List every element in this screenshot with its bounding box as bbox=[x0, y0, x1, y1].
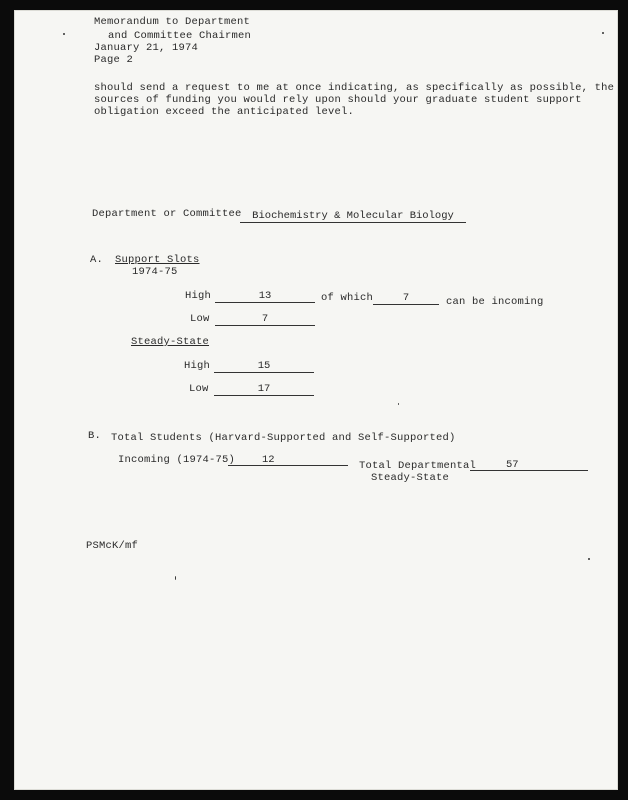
low-label: Low bbox=[190, 313, 210, 325]
incoming-total-label: Incoming (1974-75) bbox=[118, 454, 236, 466]
section-b-title: Total Students (Harvard-Supported and Self-Supported) bbox=[111, 432, 456, 444]
section-b-marker: B. bbox=[88, 430, 102, 442]
steady-high-label: High bbox=[184, 360, 211, 372]
department-label: Department or Committee bbox=[92, 208, 242, 220]
scan-speck bbox=[63, 33, 65, 35]
steady-high-value: 15 bbox=[214, 360, 314, 373]
body-line-2: sources of funding you would rely upon should your graduate student support bbox=[94, 94, 582, 106]
typist-initials: PSMcK/mf bbox=[86, 540, 139, 552]
steady-state-title: Steady-State bbox=[131, 336, 210, 348]
memo-date: January 21, 1974 bbox=[94, 42, 199, 54]
memo-header-line1: Memorandum to Department bbox=[94, 16, 251, 28]
high-value: 13 bbox=[215, 290, 315, 303]
high-label: High bbox=[185, 290, 212, 302]
total-departmental-label: Total Departmental bbox=[359, 460, 477, 472]
body-line-3: obligation exceed the anticipated level. bbox=[94, 106, 355, 118]
total-departmental-value: 57 bbox=[470, 459, 588, 471]
scan-speck bbox=[175, 576, 176, 580]
total-steady-state-label: Steady-State bbox=[371, 472, 450, 484]
scan-speck bbox=[588, 558, 590, 560]
section-a-year: 1974-75 bbox=[132, 266, 178, 278]
of-which-value: 7 bbox=[373, 292, 439, 305]
low-value: 7 bbox=[215, 313, 315, 326]
section-a-title: Support Slots bbox=[115, 254, 200, 266]
page-number: Page 2 bbox=[94, 54, 134, 66]
scan-speck bbox=[398, 403, 399, 405]
section-a-marker: A. bbox=[90, 254, 104, 266]
steady-low-label: Low bbox=[189, 383, 209, 395]
document-page bbox=[14, 10, 618, 790]
memo-header-line2: and Committee Chairmen bbox=[108, 30, 252, 42]
incoming-total-value: 12 bbox=[228, 454, 348, 466]
incoming-label: can be incoming bbox=[446, 296, 544, 308]
body-line-1: should send a request to me at once indicating, as specifically as possible, the bbox=[94, 82, 615, 94]
steady-low-value: 17 bbox=[214, 383, 314, 396]
of-which-label: of which bbox=[321, 292, 374, 304]
department-value: Biochemistry & Molecular Biology bbox=[240, 210, 466, 223]
scan-speck bbox=[602, 32, 604, 34]
